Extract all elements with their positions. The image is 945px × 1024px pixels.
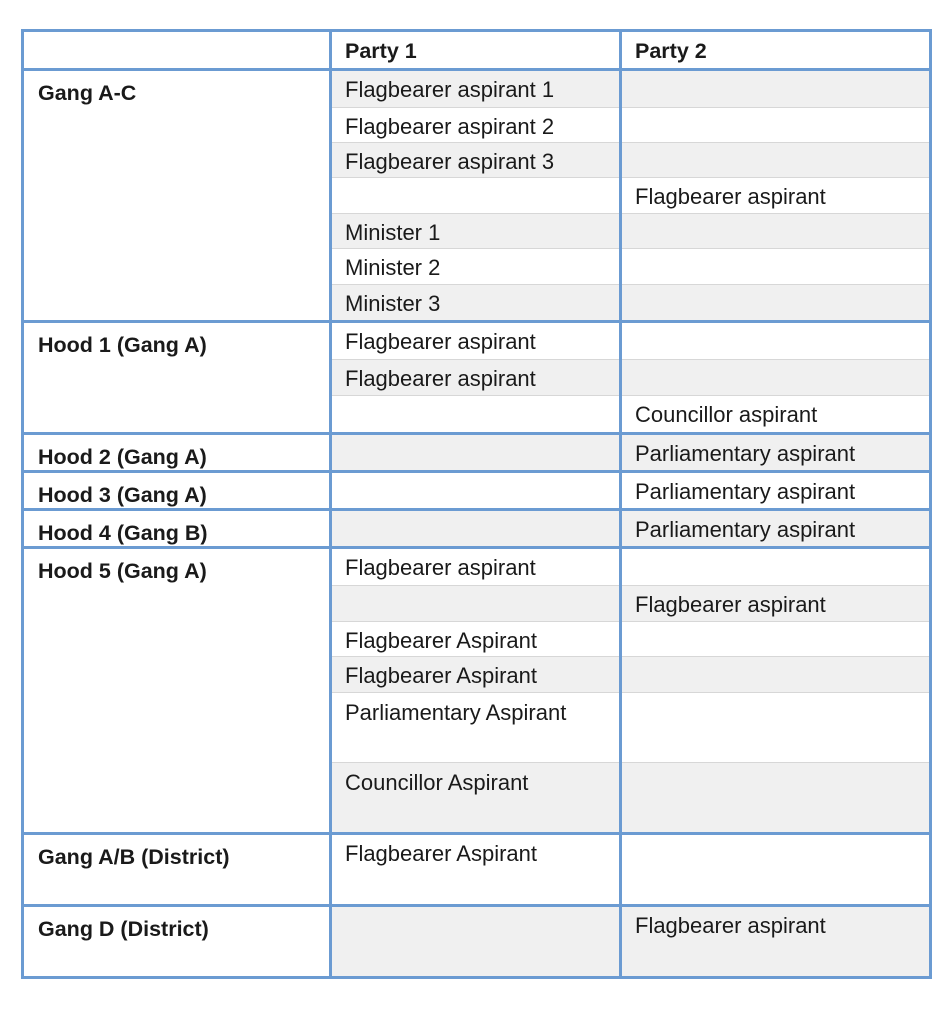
sub-row-value xyxy=(622,71,929,108)
sub-row-value: Parliamentary aspirant xyxy=(622,511,929,546)
table-row xyxy=(23,322,931,434)
party-1-cell xyxy=(331,834,621,906)
row-header-cell: Hood 5 (Gang A) xyxy=(23,548,331,834)
row-header-cell: Gang A/B (District) xyxy=(23,834,331,906)
sub-row-value: Flagbearer aspirant xyxy=(622,907,929,976)
row-header-cell: Hood 4 (Gang B) xyxy=(23,510,331,548)
sub-row-value: Councillor aspirant xyxy=(635,402,818,427)
sub-row-value: Flagbearer aspirant xyxy=(332,323,619,360)
party-2-cell xyxy=(621,548,931,834)
sub-row-value xyxy=(622,214,929,249)
sub-row-stack xyxy=(622,71,929,320)
sub-row-value xyxy=(622,249,929,285)
sub-row-value xyxy=(332,907,619,976)
sub-row-value: Parliamentary Aspirant xyxy=(332,693,619,763)
party-1-cell xyxy=(331,906,621,978)
table-row xyxy=(23,834,931,906)
sub-row-value xyxy=(332,511,619,546)
sub-row-value: Minister 3 xyxy=(332,285,619,320)
sub-row-stack xyxy=(622,435,929,470)
sub-row-stack xyxy=(332,435,619,470)
sub-row-value: Flagbearer aspirant xyxy=(332,549,619,586)
sub-row-value xyxy=(622,143,929,178)
table-row xyxy=(23,70,931,322)
sub-row-value: Minister 2 xyxy=(332,249,619,285)
sub-row-value xyxy=(622,763,929,832)
sub-row-value: Minister 1 xyxy=(332,214,619,249)
aspirants-table xyxy=(21,29,932,979)
sub-row-stack xyxy=(332,549,619,832)
header-cell-party-2: Party 2 xyxy=(621,31,931,70)
party-2-cell xyxy=(621,906,931,978)
table-row xyxy=(23,472,931,510)
sub-row-value xyxy=(332,435,619,470)
sub-row-stack xyxy=(332,323,619,432)
header-cell-empty xyxy=(23,31,331,70)
party-1-cell xyxy=(331,322,621,434)
party-2-cell xyxy=(621,472,931,510)
party-1-cell xyxy=(331,510,621,548)
sub-row-value xyxy=(622,622,929,657)
sub-row-value xyxy=(622,360,929,396)
sub-row-value xyxy=(332,586,619,622)
sub-row-stack xyxy=(622,323,929,432)
sub-row-value: Flagbearer Aspirant xyxy=(332,657,619,693)
row-header-cell: Gang A-C xyxy=(23,70,331,322)
sub-row-value: Flagbearer aspirant xyxy=(622,178,929,214)
party-2-cell xyxy=(621,434,931,472)
table-row xyxy=(23,906,931,978)
row-header-cell: Gang D (District) xyxy=(23,906,331,978)
sub-row-stack xyxy=(622,511,929,546)
party-2-cell xyxy=(621,834,931,906)
row-header-cell: Hood 3 (Gang A) xyxy=(23,472,331,510)
row-header-cell: Hood 2 (Gang A) xyxy=(23,434,331,472)
table-row xyxy=(23,434,931,472)
sub-row-value: Flagbearer Aspirant xyxy=(345,841,537,866)
party-2-cell xyxy=(621,322,931,434)
sub-row-value xyxy=(622,108,929,143)
header-row xyxy=(23,31,931,70)
sub-row-value: Flagbearer aspirant 3 xyxy=(332,143,619,178)
party-2-cell xyxy=(621,510,931,548)
sub-row-value: Flagbearer Aspirant xyxy=(332,622,619,657)
sub-row-value xyxy=(332,396,619,432)
sub-row-value: Councillor Aspirant xyxy=(332,763,619,832)
row-header-cell: Hood 1 (Gang A) xyxy=(23,322,331,434)
party-1-cell xyxy=(331,472,621,510)
sub-row-value xyxy=(622,693,929,763)
sub-row-stack xyxy=(332,473,619,508)
party-1-cell xyxy=(331,548,621,834)
sub-row-stack xyxy=(332,71,619,320)
table-row xyxy=(23,548,931,834)
header-cell-party-1: Party 1 xyxy=(331,31,621,70)
party-1-cell xyxy=(331,434,621,472)
sub-row-stack xyxy=(332,511,619,546)
table-row xyxy=(23,510,931,548)
sub-row-value xyxy=(332,178,619,214)
sub-row-value xyxy=(332,473,619,508)
sub-row-stack xyxy=(622,907,929,976)
sub-row-value: Flagbearer aspirant 1 xyxy=(332,71,619,108)
sub-row-value: Parliamentary aspirant xyxy=(622,435,929,470)
sub-row-stack xyxy=(332,907,619,976)
party-1-cell xyxy=(331,70,621,322)
sub-row-value xyxy=(622,323,929,360)
sub-row-value: Flagbearer aspirant xyxy=(332,360,619,396)
sub-row-stack xyxy=(332,835,619,904)
sub-row-value xyxy=(622,657,929,693)
sub-row-stack xyxy=(622,549,929,832)
sub-row-value xyxy=(622,285,929,320)
party-2-cell xyxy=(621,70,931,322)
sub-row-value xyxy=(622,835,929,904)
sub-row-stack xyxy=(622,835,929,904)
sub-row-value xyxy=(622,549,929,586)
sub-row-value: Parliamentary aspirant xyxy=(635,479,856,504)
sub-row-value: Flagbearer aspirant 2 xyxy=(332,108,619,143)
sub-row-stack xyxy=(622,473,929,508)
sub-row-value: Flagbearer aspirant xyxy=(622,586,929,622)
